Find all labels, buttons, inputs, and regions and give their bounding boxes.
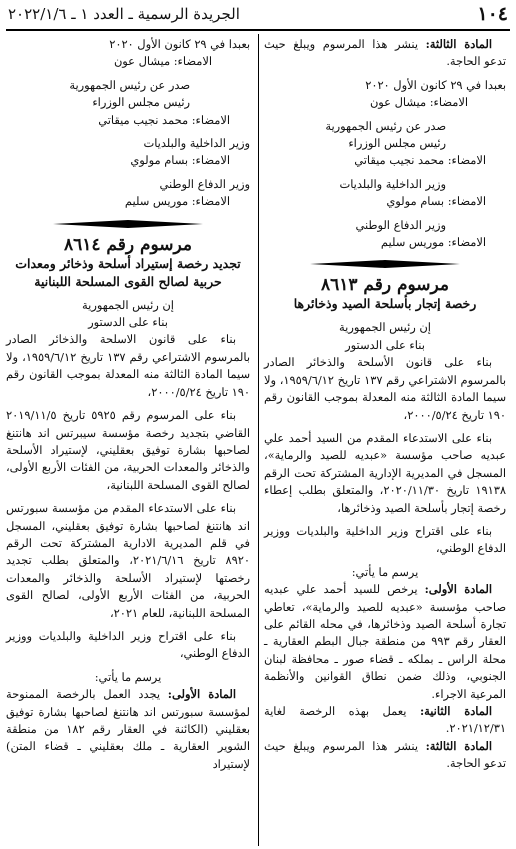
column-divider <box>258 34 259 846</box>
official-title: رئيس مجلس الوزراء <box>348 136 446 151</box>
signature-label: الامضاء: <box>191 112 230 127</box>
basis-paragraph: بناء على قانون الاسلحة والذخائر الصادر بالمرسوم الاشتراعي رقم ١٣٧ تاريخ ١٩٥٩/٦/١٢، ولا سيما المادة الثالثة منه المعدلة بموجب القانون رقم ١٩٠ تاريخ ٢٠٠٠/٥/٢٤، <box>6 332 251 399</box>
section-divider <box>310 259 460 269</box>
preamble-line: بناء على الدستور <box>345 337 425 352</box>
article-text: ينشر هذا المرسوم ويبلغ حيث تدعو الحاجة. <box>264 37 506 69</box>
date-line: بعبدا في ٢٩ كانون الأول ٢٠٢٠ <box>365 77 506 92</box>
official-title: وزير الداخلية والبلديات <box>339 176 446 191</box>
article-label: المادة الثالثة: <box>425 37 492 51</box>
preamble-line: إن رئيس الجمهورية <box>82 297 174 312</box>
article-text: ينشر هذا المرسوم ويبلغ حيث تدعو الحاجة. <box>264 738 506 771</box>
article-label: المادة الأولى: <box>167 687 236 702</box>
article-label: المادة الأولى: <box>424 582 492 597</box>
decree-subject: تجديد رخصة إستيراد أسلحة وذخائر ومعدات حربية لصالح القوى المسلحة اللبنانية <box>15 255 241 289</box>
left-column <box>6 36 250 773</box>
signature-label: الامضاء: <box>191 194 230 209</box>
basis-paragraph: بناء على الاستدعاء المقدم من مؤسسة سبورتس اند هانتنغ لصاحبها بشارة توفيق بعقليني، المسجل في قلم المديرية الادارية المشتركة تحت الرقم ٨٩٢٠ تاريخ ٢٠٢١/٦/١٦، والمتعلق بطلب تجديد رخصتها لإستيراد الأسلحة والذخائر والمعدات الحربية، من الفئات الأربع الأولى، لصالح القوى المسلحة اللبنانية، للعام ٢٠٢١، <box>6 501 250 620</box>
decree-subject: رخصة إتجار بأسلحة الصيد وذخائرها <box>293 296 477 312</box>
page-header <box>0 0 516 30</box>
signatory-name: محمد نجيب ميقاتي <box>354 153 445 168</box>
issued-by: صدر عن رئيس الجمهورية <box>69 77 190 92</box>
signature-label: الامضاء: <box>447 235 486 250</box>
article-text: يرخص للسيد أحمد علي عبديه صاحب مؤسسة «عبديه للصيد والرماية»، تعاطي تجارة أسلحة الصيد وذخائرها، في محله القائم على العقار رقم ٩٩٣ من منطقة جبال البطم العقارية ـ محلة الراس ـ بملكه ـ قضاء صور ـ محافظة لبنان الجنوبي، وذلك ضمن نطاق القوانين والأنظمة المرعية الاجراء. <box>264 582 506 701</box>
article-text: يجدد العمل بالرخصة الممنوحة لمؤسسة سبورتس اند هانتنغ لصاحبها بشارة توفيق بعقليني (الكائنة في العقار رقم ١٨٢ من منطقة الشوير العقارية ـ ملك بعقليني ـ قضاء المتن) لإستيراد <box>6 687 251 771</box>
page-number: ١٠٤ <box>477 3 508 25</box>
signatory-name: موريس سليم <box>380 235 445 250</box>
issue-info: الجريدة الرسمية ـ العدد ١ ـ ٢٠٢٢/١/٦ <box>8 5 240 23</box>
right-column <box>264 36 506 773</box>
signatory-name: بسام مولوي <box>130 153 189 168</box>
signatory-name: محمد نجيب ميقاتي <box>98 112 189 127</box>
basis-paragraph: بناء على المرسوم رقم ٥٩٢٥ تاريخ ٢٠١٩/١١/٥ القاضي بتجديد رخصة مؤسسة سيبرتس اند هانتنغ لصاحبها بشارة توفيق بعقليني، لإستيراد الأسلحة والذخائر والمعدات الحربية، من الفئات الأربع الأولى، لصالح القوى المسلحة اللبنانية، <box>6 408 250 492</box>
basis-paragraph: بناء على اقتراح وزير الداخلية والبلديات ووزير الدفاع الوطني، <box>6 628 250 661</box>
signatory-name: ميشال عون <box>369 95 427 110</box>
article-text: يعمل بهذه الرخصة لغاية ٢٠٢١/١٢/٣١. <box>264 704 506 736</box>
signatory-name: ميشال عون <box>113 54 171 69</box>
basis-paragraph: بناء على اقتراح وزير الداخلية والبلديات ووزير الدفاع الوطني، <box>264 523 506 556</box>
official-title: وزير الدفاع الوطني <box>159 176 250 191</box>
article-label: المادة الثالثة: <box>425 738 492 753</box>
preamble-line: بناء على الدستور <box>88 315 168 330</box>
signatory-name: بسام مولوي <box>386 194 445 209</box>
signature-label: الامضاء: <box>447 194 486 209</box>
preamble-line: إن رئيس الجمهورية <box>339 320 431 335</box>
header-rule <box>6 29 510 31</box>
signature-label: الامضاء: <box>191 153 230 168</box>
signature-label: الامضاء: <box>429 95 468 110</box>
signature-label: الامضاء: <box>447 153 486 168</box>
decrees-line: يرسم ما يأتي: <box>94 669 162 684</box>
decree-title: مرسوم رقم ٨٦١٤ <box>63 234 193 255</box>
article-label: المادة الثانية: <box>419 704 492 718</box>
signatory-name: موريس سليم <box>124 194 189 209</box>
official-title: رئيس مجلس الوزراء <box>92 95 190 110</box>
official-title: وزير الداخلية والبلديات <box>143 136 250 151</box>
basis-paragraph: بناء على قانون الأسلحة والذخائر الصادر بالمرسوم الاشتراعي رقم ١٣٧ تاريخ ١٩٥٩/٦/١٢، ولا سيما المادة الثالثة منه المعدلة بموجب القانون رقم ١٩٠ تاريخ ٢٠٠٠/٥/٢٤، <box>264 355 507 422</box>
basis-paragraph: بناء على الاستدعاء المقدم من السيد أحمد علي عبديه صاحب مؤسسة «عبديه للصيد والرماية»، المسجل في المديرية الإدارية المشتركة تحت الرقم ١٩١٣٨ تاريخ ٢٠٢٠/١١/٣٠، والمتعلق بطلب إعطاء رخصة إتجار بأسلحة الصيد وذخائرها، <box>264 430 506 515</box>
signature-label: الامضاء: <box>173 54 212 69</box>
decree-title: مرسوم رقم ٨٦١٣ <box>320 275 450 296</box>
decrees-line: يرسم ما يأتي: <box>351 564 419 579</box>
issued-by: صدر عن رئيس الجمهورية <box>325 118 446 133</box>
date-line: بعبدا في ٢٩ كانون الأول ٢٠٢٠ <box>109 37 250 51</box>
section-divider <box>53 219 203 229</box>
official-title: وزير الدفاع الوطني <box>355 217 446 232</box>
